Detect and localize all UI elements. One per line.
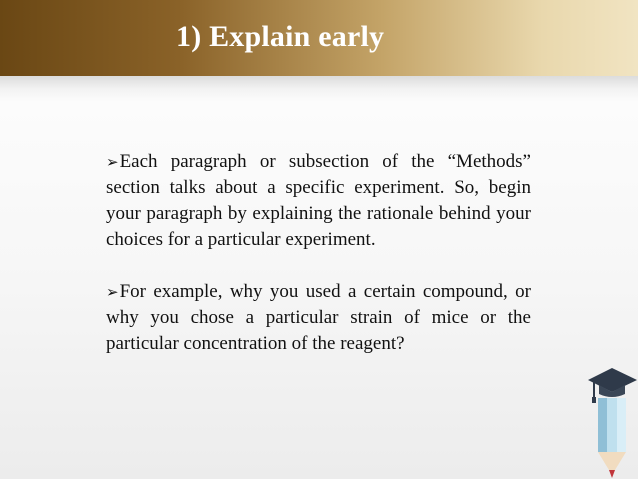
title-bar	[0, 0, 638, 76]
bullet-paragraph	[106, 149, 531, 253]
arrow-bullet-icon: ➢	[106, 283, 119, 301]
graduation-cap-icon	[588, 368, 637, 392]
tassel-end	[592, 397, 596, 403]
slide-body	[106, 149, 531, 383]
pencil-body-left	[598, 398, 607, 452]
paragraph-text: For example, why you used a certain compound, or why you chose a particular strain of mice or the particular concentration of the reagent?	[106, 281, 531, 354]
bullet-paragraph	[106, 279, 531, 357]
pencil-body-right	[617, 398, 626, 452]
pencil-body-middle	[607, 398, 617, 452]
paragraph-text: Each paragraph or subsection of the “Methods” section talks about a specific experiment. So, begin your paragraph by explaining the rationale behind your choices for a particular experiment.	[106, 151, 531, 250]
pencil-wood	[598, 452, 626, 470]
pencil-tip	[609, 470, 615, 478]
slide-title: 1) Explain early	[176, 20, 385, 53]
arrow-bullet-icon: ➢	[106, 153, 119, 171]
graduation-pencil-icon	[586, 360, 638, 479]
title-bar-shadow	[0, 76, 638, 102]
